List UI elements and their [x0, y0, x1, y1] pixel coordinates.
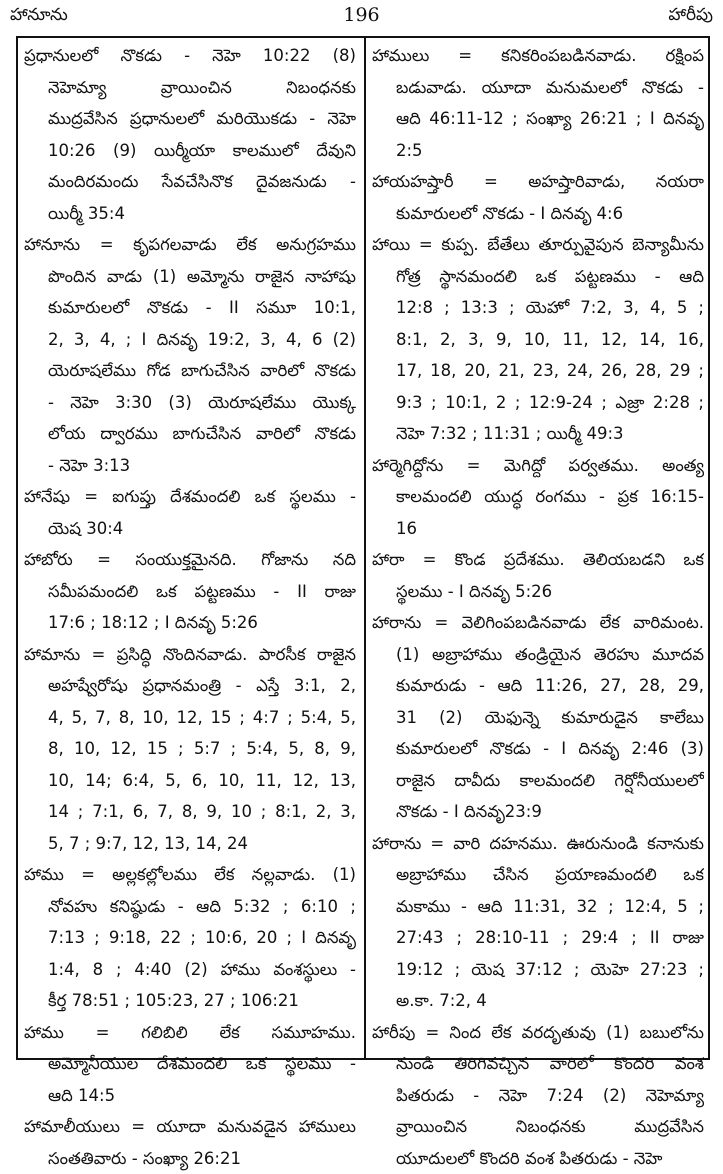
dictionary-entry — [372, 607, 704, 828]
dictionary-entry — [372, 544, 704, 607]
entry-headword-line: హార్మెగిద్దోను = మెగిద్దో పర్వతము. అంత్య — [372, 450, 704, 482]
entry-text-line: 7:13 ; 9:18, 22 ; 10:6, 20 ; I దినవృ — [24, 922, 356, 954]
entry-text-line: 17, 18, 20, 21, 23, 24, 26, 28, 29 ; — [372, 355, 704, 387]
dictionary-entry — [372, 40, 704, 166]
dictionary-entry — [372, 229, 704, 450]
entry-text-line: స్థలము - I దినవృ 5:26 — [372, 576, 704, 608]
entry-text-line: కుమారుడు - ఆది 11:26, 27, 28, 29, — [372, 670, 704, 702]
entry-headword-line: హారా = కొండ ప్రదేశము. తెలియబడని ఒక — [372, 544, 704, 576]
entry-headword-line: హామాలీయులు = యూదా మనువడైన హాములు — [24, 1111, 356, 1143]
entry-text-line: 4, 5, 7, 8, 10, 12, 15 ; 4:7 ; 5:4, 5, — [24, 702, 356, 734]
entry-text-line: వ్రాయించిన నిబంధనకు ముద్రవేసిన — [372, 1111, 704, 1143]
entry-text-line: నోవహు కనిష్ఠుడు - ఆది 5:32 ; 6:10 ; — [24, 891, 356, 923]
entry-text-line: 10:26 (9) యిర్మీయా కాలములో దేవుని — [24, 135, 356, 167]
entry-text-line: 10, 14; 6:4, 5, 6, 10, 11, 12, 13, — [24, 765, 356, 797]
dictionary-entry — [24, 544, 356, 639]
entry-text-line: 5, 7 ; 9:7, 12, 13, 14, 24 — [24, 828, 356, 860]
dictionary-entry — [24, 1017, 356, 1112]
entry-text-line: - నెహె 3:30 (3) యెరూషలేము యొక్క — [24, 387, 356, 419]
entry-text-line: కుమారులలో నొకడు - I దినవృ 4:6 — [372, 198, 704, 230]
entry-text-line: మందిరమందు సేవచేసినొక దైవజనుడు - — [24, 166, 356, 198]
entry-headword-line: హానేషు = ఐగుప్తు దేశమందలి ఒక స్థలము - — [24, 481, 356, 513]
entry-headword-line: హాయహష్తారీ = అహష్తారివాడు, నయరా — [372, 166, 704, 198]
entry-text-line: నుండి తిరిగివచ్చిన వారిలో కొందరి వంశ — [372, 1048, 704, 1080]
entry-text-line: 12:8 ; 13:3 ; యెహో 7:2, 3, 4, 5 ; — [372, 292, 704, 324]
entry-text-line: ముద్రవేసిన ప్రధానులలో మరియొకడు - నెహె — [24, 103, 356, 135]
entry-headword-line: హానూను = కృపగలవాడు లేక అనుగ్రహము — [24, 229, 356, 261]
entry-text-line: 1:4, 8 ; 4:40 (2) హాము వంశస్థులు - — [24, 954, 356, 986]
entry-headword-line: హారాను = వారి దహనము. ఊరునుండి కనానుకు — [372, 828, 704, 860]
page-number: 196 — [0, 3, 723, 27]
entry-text-line: కీర్త 78:51 ; 105:23, 27 ; 106:21 — [24, 985, 356, 1017]
entry-text-line: పొందిన వాడు (1) అమ్మోను రాజైన నాహాషు — [24, 261, 356, 293]
entry-text-line: 8:1, 2, 3, 9, 10, 11, 12, 14, 16, — [372, 324, 704, 356]
entry-text-line: లోయ ద్వారము బాగుచేసిన వారిలో నొకడు — [24, 418, 356, 450]
dictionary-entry — [24, 40, 356, 229]
entry-text-line: గోత్ర స్థానమందలి ఒక పట్టణము - ఆది — [372, 261, 704, 293]
entry-text-line: నెహెమ్యా వ్రాయించిన నిబంధనకు — [24, 72, 356, 104]
entry-headword-line: హాబోరు = సంయుక్తమైనది. గోజాను నది — [24, 544, 356, 576]
entry-headword-line: ప్రధానులలో నొకడు - నెహె 10:22 (8) — [24, 40, 356, 72]
entry-text-line: - నెహె 3:13 — [24, 450, 356, 482]
dictionary-entry — [24, 229, 356, 481]
entry-text-line: 14 ; 7:1, 6, 7, 8, 9, 10 ; 8:1, 2, 3, — [24, 796, 356, 828]
entry-text-line: కుమారులలో నొకడు - II సమూ 10:1, — [24, 292, 356, 324]
entry-headword-line: హాము = గలిబిలి లేక సమూహము. — [24, 1017, 356, 1049]
entry-text-line: యెరూషలేము గోడ బాగుచేసిన వారిలో నొకడు — [24, 355, 356, 387]
entry-text-line: 19:12 ; యెష 37:12 ; యెహె 27:23 ; — [372, 954, 704, 986]
header-right-guideword: హారీపు — [668, 3, 713, 27]
entry-text-line: (1) అబ్రాహాము తండ్రియైన తెరహు మూదవ — [372, 639, 704, 671]
entry-text-line: 27:43 ; 28:10-11 ; 29:4 ; II రాజు — [372, 922, 704, 954]
entry-text-line: యెష 30:4 — [24, 513, 356, 545]
entry-headword-line: హాములు = కనికరింపబడినవాడు. రక్షింప — [372, 40, 704, 72]
entry-text-line: 17:6 ; 18:12 ; I దినవృ 5:26 — [24, 607, 356, 639]
entry-text-line: సమీపమందలి ఒక పట్టణము - II రాజు — [24, 576, 356, 608]
entry-text-line: నెహె 7:32 ; 11:31 ; యిర్మీ 49:3 — [372, 418, 704, 450]
entry-text-line: అమ్మోనీయుల దేశమందలి ఒక స్థలము - — [24, 1048, 356, 1080]
dictionary-entry — [24, 859, 356, 1017]
entry-text-line: 31 (2) యెఫున్నె కుమారుడైన కాలేబు — [372, 702, 704, 734]
entry-text-line: రాజైన దావీదు కాలమందలి గెర్షోనీయులలో — [372, 765, 704, 797]
dictionary-entry — [372, 166, 704, 229]
entry-text-line: బడువాడు. యూదా మనుమలలో నొకడు - — [372, 72, 704, 104]
dictionary-entry — [24, 639, 356, 860]
entry-text-line: సంతతివారు - సంఖ్యా 26:21 — [24, 1143, 356, 1174]
column-divider — [364, 36, 366, 1060]
entry-text-line: 2:5 — [372, 135, 704, 167]
dictionary-entry — [24, 1111, 356, 1174]
entry-text-line: అ.కా. 7:2, 4 — [372, 985, 704, 1017]
entry-text-line: 2, 3, 4, ; I దినవృ 19:2, 3, 4, 6 (2) — [24, 324, 356, 356]
entry-text-line: మకాము - ఆది 11:31, 32 ; 12:4, 5 ; — [372, 891, 704, 923]
left-column — [24, 40, 356, 1174]
entry-text-line: అబ్రాహాము చేసిన ప్రయాణమందలి ఒక — [372, 859, 704, 891]
entry-text-line: నొకడు - I దినవృ23:9 — [372, 796, 704, 828]
header-left-guideword: హానూను — [10, 3, 68, 27]
entry-text-line: అహష్వేరోషు ప్రధానమంత్రి - ఎస్తే 3:1, 2, — [24, 670, 356, 702]
entry-text-line: కాలమందలి యుద్ధ రంగము - ప్రక 16:15- — [372, 481, 704, 513]
entry-headword-line: హాయి = కుప్ప. బేతేలు తూర్పువైపున బెన్యామీను — [372, 229, 704, 261]
dictionary-entry — [372, 1017, 704, 1174]
entry-text-line: పితరుడు - నెహె 7:24 (2) నెహెమ్యా — [372, 1080, 704, 1112]
entry-text-line: ఆది 46:11-12 ; సంఖ్యా 26:21 ; I దినవృ — [372, 103, 704, 135]
entry-text-line: 8, 10, 12, 15 ; 5:7 ; 5:4, 5, 8, 9, — [24, 733, 356, 765]
entry-text-line: ఆది 14:5 — [24, 1080, 356, 1112]
page-header — [0, 0, 723, 40]
dictionary-entry — [372, 450, 704, 545]
entry-text-line: 16 — [372, 513, 704, 545]
entry-headword-line: హారీపు = నింద లేక వరదృతువు (1) బబులోను — [372, 1017, 704, 1049]
entry-headword-line: హాము = అల్లకల్లోలము లేక నల్లవాడు. (1) — [24, 859, 356, 891]
entry-headword-line: హామాను = ప్రసిద్ధి నొందినవాడు. పారసీక రాజైన — [24, 639, 356, 671]
entry-text-line: కుమారులలో నొకడు - I దినవృ 2:46 (3) — [372, 733, 704, 765]
entry-text-line: యిర్మీ 35:4 — [24, 198, 356, 230]
right-column — [372, 40, 704, 1174]
dictionary-entry — [24, 481, 356, 544]
entry-headword-line: హారాను = వెలిగింపబడినవాడు లేక వారిమంట. — [372, 607, 704, 639]
entry-text-line: 9:3 ; 10:1, 2 ; 12:9-24 ; ఎజ్రా 2:28 ; — [372, 387, 704, 419]
entry-text-line: యూదులలో కొందరి వంశ పితరుడు - నెహె — [372, 1143, 704, 1174]
dictionary-entry — [372, 828, 704, 1017]
